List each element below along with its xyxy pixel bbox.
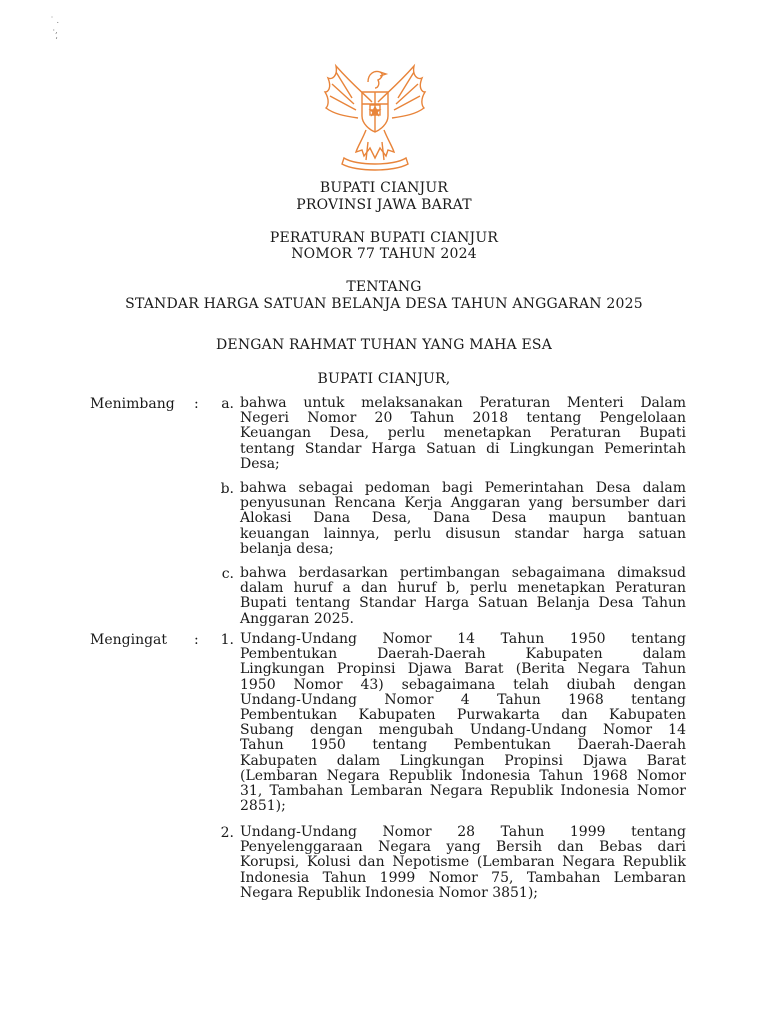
regulation-subject: STANDAR HARGA SATUAN BELANJA DESA TAHUN ANGGARAN 2025: [125, 296, 643, 312]
text-line: Undang-Undang Nomor 28 Tahun 1999 tentang: [240, 824, 686, 840]
menimbang-colon: :: [194, 396, 199, 412]
text-line: Subang dengan mengubah Undang-Undang Nomor 14: [240, 722, 686, 739]
invocation: DENGAN RAHMAT TUHAN YANG MAHA ESA: [215, 337, 553, 353]
text-line: 2851);: [240, 798, 286, 815]
text-line: tentang Standar Harga Satuan di Lingkungan Pemerintah: [240, 440, 686, 457]
menimbang-item-a: [240, 396, 686, 472]
text-line: Undang-Undang Nomor 14 Tahun 1950 tentang: [240, 631, 686, 647]
text-line: Penyelenggaraan Negara yang Bersih dan Bebas dari: [240, 839, 686, 856]
text-line: Desa;: [240, 455, 280, 472]
text-line: Bupati tentang Standar Harga Satuan Belanja Desa Tahun: [240, 595, 686, 612]
text-line: Negara Republik Indonesia Nomor 3851);: [240, 884, 539, 901]
scan-marks: ˙ . ·, ʻ: [50, 16, 60, 45]
mengingat-item-2: [240, 825, 686, 901]
menimbang-marker-a: a.: [221, 396, 234, 412]
text-line: keuangan lainnya, perlu disusun standar harga satuan: [240, 525, 686, 542]
text-line: belanja desa;: [240, 540, 334, 557]
regulation-title: PERATURAN BUPATI CIANJUR: [269, 230, 499, 246]
text-line: Anggaran 2025.: [240, 610, 354, 627]
text-line: Undang-Undang Nomor 4 Tahun 1968 tentang: [240, 691, 686, 708]
text-line: Tahun 1950 tentang Pembentukan Daerah-Daerah: [240, 737, 686, 754]
text-line: bahwa sebagai pedoman bagi Pemerintahan Desa dalam: [240, 480, 686, 496]
text-line: Pembentukan Kabupaten Purwakarta dan Kabupaten: [240, 707, 686, 724]
text-line: Alokasi Dana Desa, Dana Desa maupun bantuan: [240, 510, 686, 527]
text-line: Korupsi, Kolusi dan Nepotisme (Lembaran Negara Republik: [240, 854, 686, 871]
text-line: Negeri Nomor 20 Tahun 2018 tentang Pengelolaan: [240, 410, 686, 427]
menimbang-item-b: [240, 481, 686, 557]
about-heading: TENTANG: [346, 279, 422, 295]
text-line: (Lembaran Negara Republik Indonesia Tahun 1968 Nomor: [240, 767, 686, 784]
menimbang-label: Menimbang: [90, 396, 175, 412]
text-line: Keuangan Desa, perlu menetapkan Peraturan Bupati: [240, 425, 686, 442]
mengingat-colon: :: [194, 632, 199, 648]
menimbang-marker-c: c.: [221, 566, 234, 582]
text-line: Kabupaten dalam Lingkungan Propinsi Djawa Barat: [240, 752, 686, 769]
menimbang-item-c: [240, 566, 686, 627]
text-line: dalam huruf a dan huruf b, perlu menetapkan Peraturan: [240, 580, 686, 597]
mengingat-marker-1: 1.: [220, 632, 234, 648]
garuda-pancasila-emblem-icon: [322, 62, 428, 174]
mengingat-label: Mengingat: [90, 632, 168, 648]
text-line: bahwa untuk melaksanakan Peraturan Menteri Dalam: [240, 395, 686, 411]
regent-title: BUPATI CIANJUR: [319, 180, 449, 196]
mengingat-marker-2: 2.: [220, 825, 234, 841]
menimbang-marker-b: b.: [220, 481, 234, 497]
regulation-number: NOMOR 77 TAHUN 2024: [291, 246, 477, 262]
text-line: 31, Tambahan Lembaran Negara Republik Indonesia Nomor: [240, 783, 686, 800]
province-name: PROVINSI JAWA BARAT: [296, 197, 472, 213]
text-line: Lingkungan Propinsi Djawa Barat (Berita Negara Tahun: [240, 661, 686, 678]
text-line: penyusunan Rencana Kerja Anggaran yang bersumber dari: [240, 495, 686, 512]
regent-signatory: BUPATI CIANJUR,: [317, 371, 451, 387]
mengingat-item-1: [240, 632, 686, 814]
text-line: Pembentukan Daerah-Daerah Kabupaten dalam: [240, 646, 686, 663]
text-line: Indonesia Tahun 1999 Nomor 75, Tambahan Lembaran: [240, 869, 686, 886]
text-line: 1950 Nomor 43) sebagaimana telah diubah dengan: [240, 676, 686, 693]
text-line: bahwa berdasarkan pertimbangan sebagaimana dimaksud: [240, 565, 686, 581]
